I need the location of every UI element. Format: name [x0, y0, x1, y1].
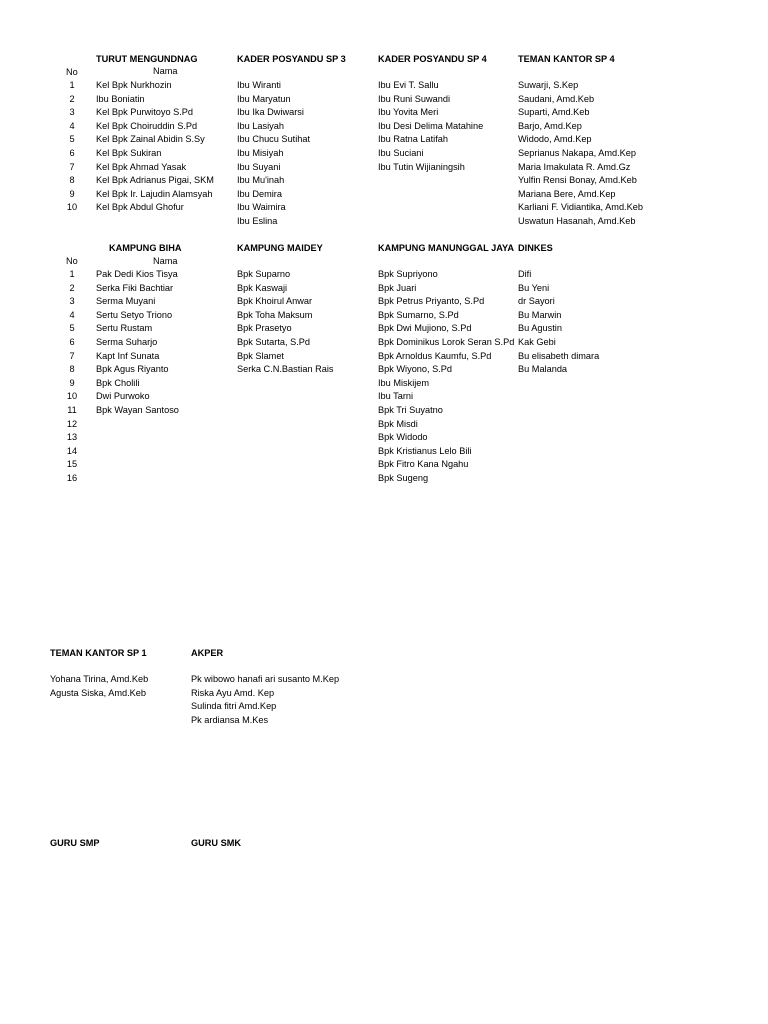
- no-label: No: [66, 67, 78, 77]
- list-item: Bpk Supriyono: [378, 269, 438, 279]
- list-item: Kel Bpk Adrianus Pigai, SKM: [96, 175, 214, 186]
- list-item: Bpk Wiyono, S.Pd: [378, 364, 453, 375]
- list-item: Ibu Evi T. Sallu: [378, 80, 439, 90]
- no-label: No: [66, 256, 78, 266]
- row-number: 2: [69, 282, 75, 293]
- list-item: Ibu Eslina: [237, 215, 278, 226]
- list-item: Bpk Cholili: [96, 377, 140, 388]
- list-item: Bpk Dwi Mujiono, S.Pd: [378, 323, 472, 334]
- list-item: Kapt Inf Sunata: [96, 350, 160, 361]
- row-number: 10: [66, 202, 78, 213]
- list-item: Bpk Wayan Santoso: [96, 404, 179, 415]
- list-item: Ibu Suciani: [378, 147, 424, 158]
- list-item: Bpk Suparno: [237, 269, 291, 279]
- kader4-list: [378, 79, 483, 174]
- list-item: Bpk Fitro Kana Ngahu: [378, 459, 469, 470]
- list-item: Ibu Tutin Wijianingsih: [378, 161, 465, 172]
- header-teman-kantor-sp1: TEMAN KANTOR SP 1: [50, 648, 147, 658]
- list-item: Bu Yeni: [518, 282, 550, 293]
- list-item: Bu elisabeth dimara: [518, 350, 600, 361]
- row-number: 13: [66, 432, 78, 443]
- list-item: Sertu Rustam: [96, 323, 153, 334]
- list-item: dr Sayori: [518, 296, 555, 307]
- list-item: Bpk Arnoldus Kaumfu, S.Pd: [378, 350, 492, 361]
- header-turut-mengundang: TURUT MENGUNDNAG: [96, 54, 198, 64]
- number-column: [60, 79, 84, 215]
- header-kader-posyandu-sp4: KADER POSYANDU SP 4: [378, 54, 487, 64]
- list-item: Uswatun Hasanah, Amd.Keb: [518, 215, 636, 226]
- header-guru-smp: GURU SMP: [50, 838, 100, 848]
- list-item: Bpk Agus Riyanto: [96, 364, 169, 375]
- list-item: Bu Agustin: [518, 323, 562, 334]
- list-item: Bpk Slamet: [237, 350, 284, 361]
- list-item: Ibu Miskijem: [378, 377, 430, 388]
- list-item: Serka Fiki Bachtiar: [96, 282, 174, 293]
- list-item: Seprianus Nakapa, Amd.Kep: [518, 147, 636, 158]
- list-item: Kak Gebi: [518, 336, 556, 347]
- list-item: Sulinda fitri Amd.Kep: [191, 701, 277, 712]
- list-item: Agusta Siska, Amd.Keb: [50, 687, 147, 698]
- row-number: 5: [69, 134, 75, 145]
- row-number: 3: [69, 296, 75, 307]
- list-item: Barjo, Amd.Kep: [518, 120, 582, 131]
- list-item: Yulfin Rensi Bonay, Amd.Keb: [518, 175, 637, 186]
- header-kader-posyandu-sp3: KADER POSYANDU SP 3: [237, 54, 346, 64]
- row-number: 14: [66, 445, 78, 456]
- teman1-list: [50, 673, 148, 700]
- list-item: Bpk Misdi: [378, 418, 418, 429]
- list-item: Kel Bpk Zainal Abidin S.Sy: [96, 134, 205, 145]
- header-kampung-biha: KAMPUNG BIHA: [109, 243, 182, 253]
- maidey-list: [237, 268, 334, 377]
- row-number: 1: [69, 80, 75, 90]
- row-number: 1: [69, 269, 75, 279]
- row-number: 6: [69, 336, 75, 347]
- list-item: Difi: [518, 269, 532, 279]
- list-item: Suwarji, S.Kep: [518, 80, 579, 90]
- list-item: Bu Marwin: [518, 309, 562, 320]
- list-item: Sertu Setyo Triono: [96, 309, 173, 320]
- list-item: Bpk Prasetyo: [237, 323, 292, 334]
- list-item: Ibu Desi Delima Matahine: [378, 120, 484, 131]
- list-item: Karliani F. Vidiantika, Amd.Keb: [518, 202, 643, 213]
- row-number: 15: [66, 459, 78, 470]
- list-item: Ibu Tarni: [378, 391, 414, 402]
- nama-label: Nama: [153, 66, 178, 76]
- row-number: 8: [69, 364, 75, 375]
- header-teman-kantor-sp4: TEMAN KANTOR SP 4: [518, 54, 615, 64]
- list-item: Bpk Toha Maksum: [237, 309, 313, 320]
- list-item: Bu Malanda: [518, 364, 568, 375]
- list-item: Ibu Ratna Latifah: [378, 134, 448, 145]
- list-item: Bpk Sumarno, S.Pd: [378, 309, 459, 320]
- dinkes-list: [518, 268, 599, 377]
- row-number: 11: [67, 404, 77, 415]
- turut-list: [96, 79, 214, 215]
- list-item: Bpk Sutarta, S.Pd: [237, 336, 311, 347]
- list-item: Ibu Runi Suwandi: [378, 93, 451, 104]
- row-number: 4: [69, 120, 75, 131]
- header-guru-smk: GURU SMK: [191, 838, 242, 848]
- list-item: Pak Dedi Kios Tisya: [96, 269, 178, 279]
- list-item: Ibu Suyani: [237, 161, 281, 172]
- list-item: Kel Bpk Sukiran: [96, 147, 162, 158]
- list-item: Mariana Bere, Amd.Kep: [518, 188, 616, 199]
- header-kampung-manunggal-jaya: KAMPUNG MANUNGGAL JAYA: [378, 243, 514, 253]
- number-column: [60, 268, 84, 486]
- akper-list: [191, 673, 339, 727]
- row-number: 2: [69, 93, 75, 104]
- row-number: 16: [66, 472, 78, 483]
- biha-list: [96, 268, 179, 418]
- row-number: 10: [66, 391, 78, 402]
- list-item: Bpk Khoirul Anwar: [237, 296, 313, 307]
- list-item: Ibu Waimira: [237, 202, 286, 213]
- list-item: Bpk Petrus Priyanto, S.Pd: [378, 296, 485, 307]
- list-item: Ibu Wiranti: [237, 80, 281, 90]
- list-item: Ibu Boniatin: [96, 93, 145, 104]
- list-item: Kel Bpk Purwitoyo S.Pd: [96, 107, 194, 118]
- list-item: Ibu Misiyah: [237, 147, 284, 158]
- list-item: Riska Ayu Amd. Kep: [191, 687, 275, 698]
- row-number: 7: [69, 161, 75, 172]
- row-number: 6: [69, 147, 75, 158]
- list-item: Ibu Chucu Sutihat: [237, 134, 311, 145]
- header-akper: AKPER: [191, 648, 224, 658]
- list-item: Pk wibowo hanafi ari susanto M.Kep: [191, 674, 340, 684]
- list-item: Serka C.N.Bastian Rais: [237, 364, 334, 375]
- list-item: Ibu Maryatun: [237, 93, 291, 104]
- row-number: 5: [69, 323, 75, 334]
- teman4-list: [518, 79, 643, 229]
- list-item: Serma Muyani: [96, 296, 156, 307]
- manunggal-list: [378, 268, 514, 486]
- header-dinkes: DINKES: [518, 243, 553, 253]
- list-item: Pk ardiansa M.Kes: [191, 714, 269, 725]
- list-item: Widodo, Amd.Kep: [518, 134, 592, 145]
- list-item: Yohana Tirina, Amd.Keb: [50, 674, 149, 684]
- list-item: Suparti, Amd.Keb: [518, 107, 590, 118]
- list-item: Ibu Ika Dwiwarsi: [237, 107, 304, 118]
- list-item: Dwi Purwoko: [96, 391, 150, 402]
- header-kampung-maidey: KAMPUNG MAIDEY: [237, 243, 323, 253]
- list-item: Serma Suharjo: [96, 336, 158, 347]
- row-number: 8: [69, 175, 75, 186]
- nama-label: Nama: [153, 256, 178, 266]
- list-item: Bpk Widodo: [378, 432, 428, 443]
- list-item: Bpk Kaswaji: [237, 282, 288, 293]
- list-item: Ibu Demira: [237, 188, 282, 199]
- list-item: Kel Bpk Nurkhozin: [96, 80, 172, 90]
- list-item: Kel Bpk Ir. Lajudin Alamsyah: [96, 188, 213, 199]
- list-item: Maria Imakulata R. Amd.Gz: [518, 161, 631, 172]
- list-item: Bpk Juari: [378, 282, 417, 293]
- list-item: Bpk Sugeng: [378, 472, 429, 483]
- list-item: Saudani, Amd.Keb: [518, 93, 595, 104]
- list-item: Bpk Tri Suyatno: [378, 404, 443, 415]
- row-number: 4: [69, 309, 75, 320]
- list-item: Kel Bpk Choiruddin S.Pd: [96, 120, 198, 131]
- row-number: 7: [69, 350, 75, 361]
- row-number: 3: [69, 107, 75, 118]
- list-item: Ibu Mu'inah: [237, 175, 285, 186]
- row-number: 9: [69, 377, 75, 388]
- list-item: Ibu Yovita Meri: [378, 107, 439, 118]
- row-number: 9: [69, 188, 75, 199]
- kader3-list: [237, 79, 310, 229]
- list-item: Kel Bpk Ahmad Yasak: [96, 161, 187, 172]
- list-item: Ibu Lasiyah: [237, 120, 284, 131]
- row-number: 12: [66, 418, 78, 429]
- list-item: Kel Bpk Abdul Ghofur: [96, 202, 184, 213]
- list-item: Bpk Kristianus Lelo Bili: [378, 445, 472, 456]
- list-item: Bpk Dominikus Lorok Seran S.Pd: [378, 336, 515, 347]
